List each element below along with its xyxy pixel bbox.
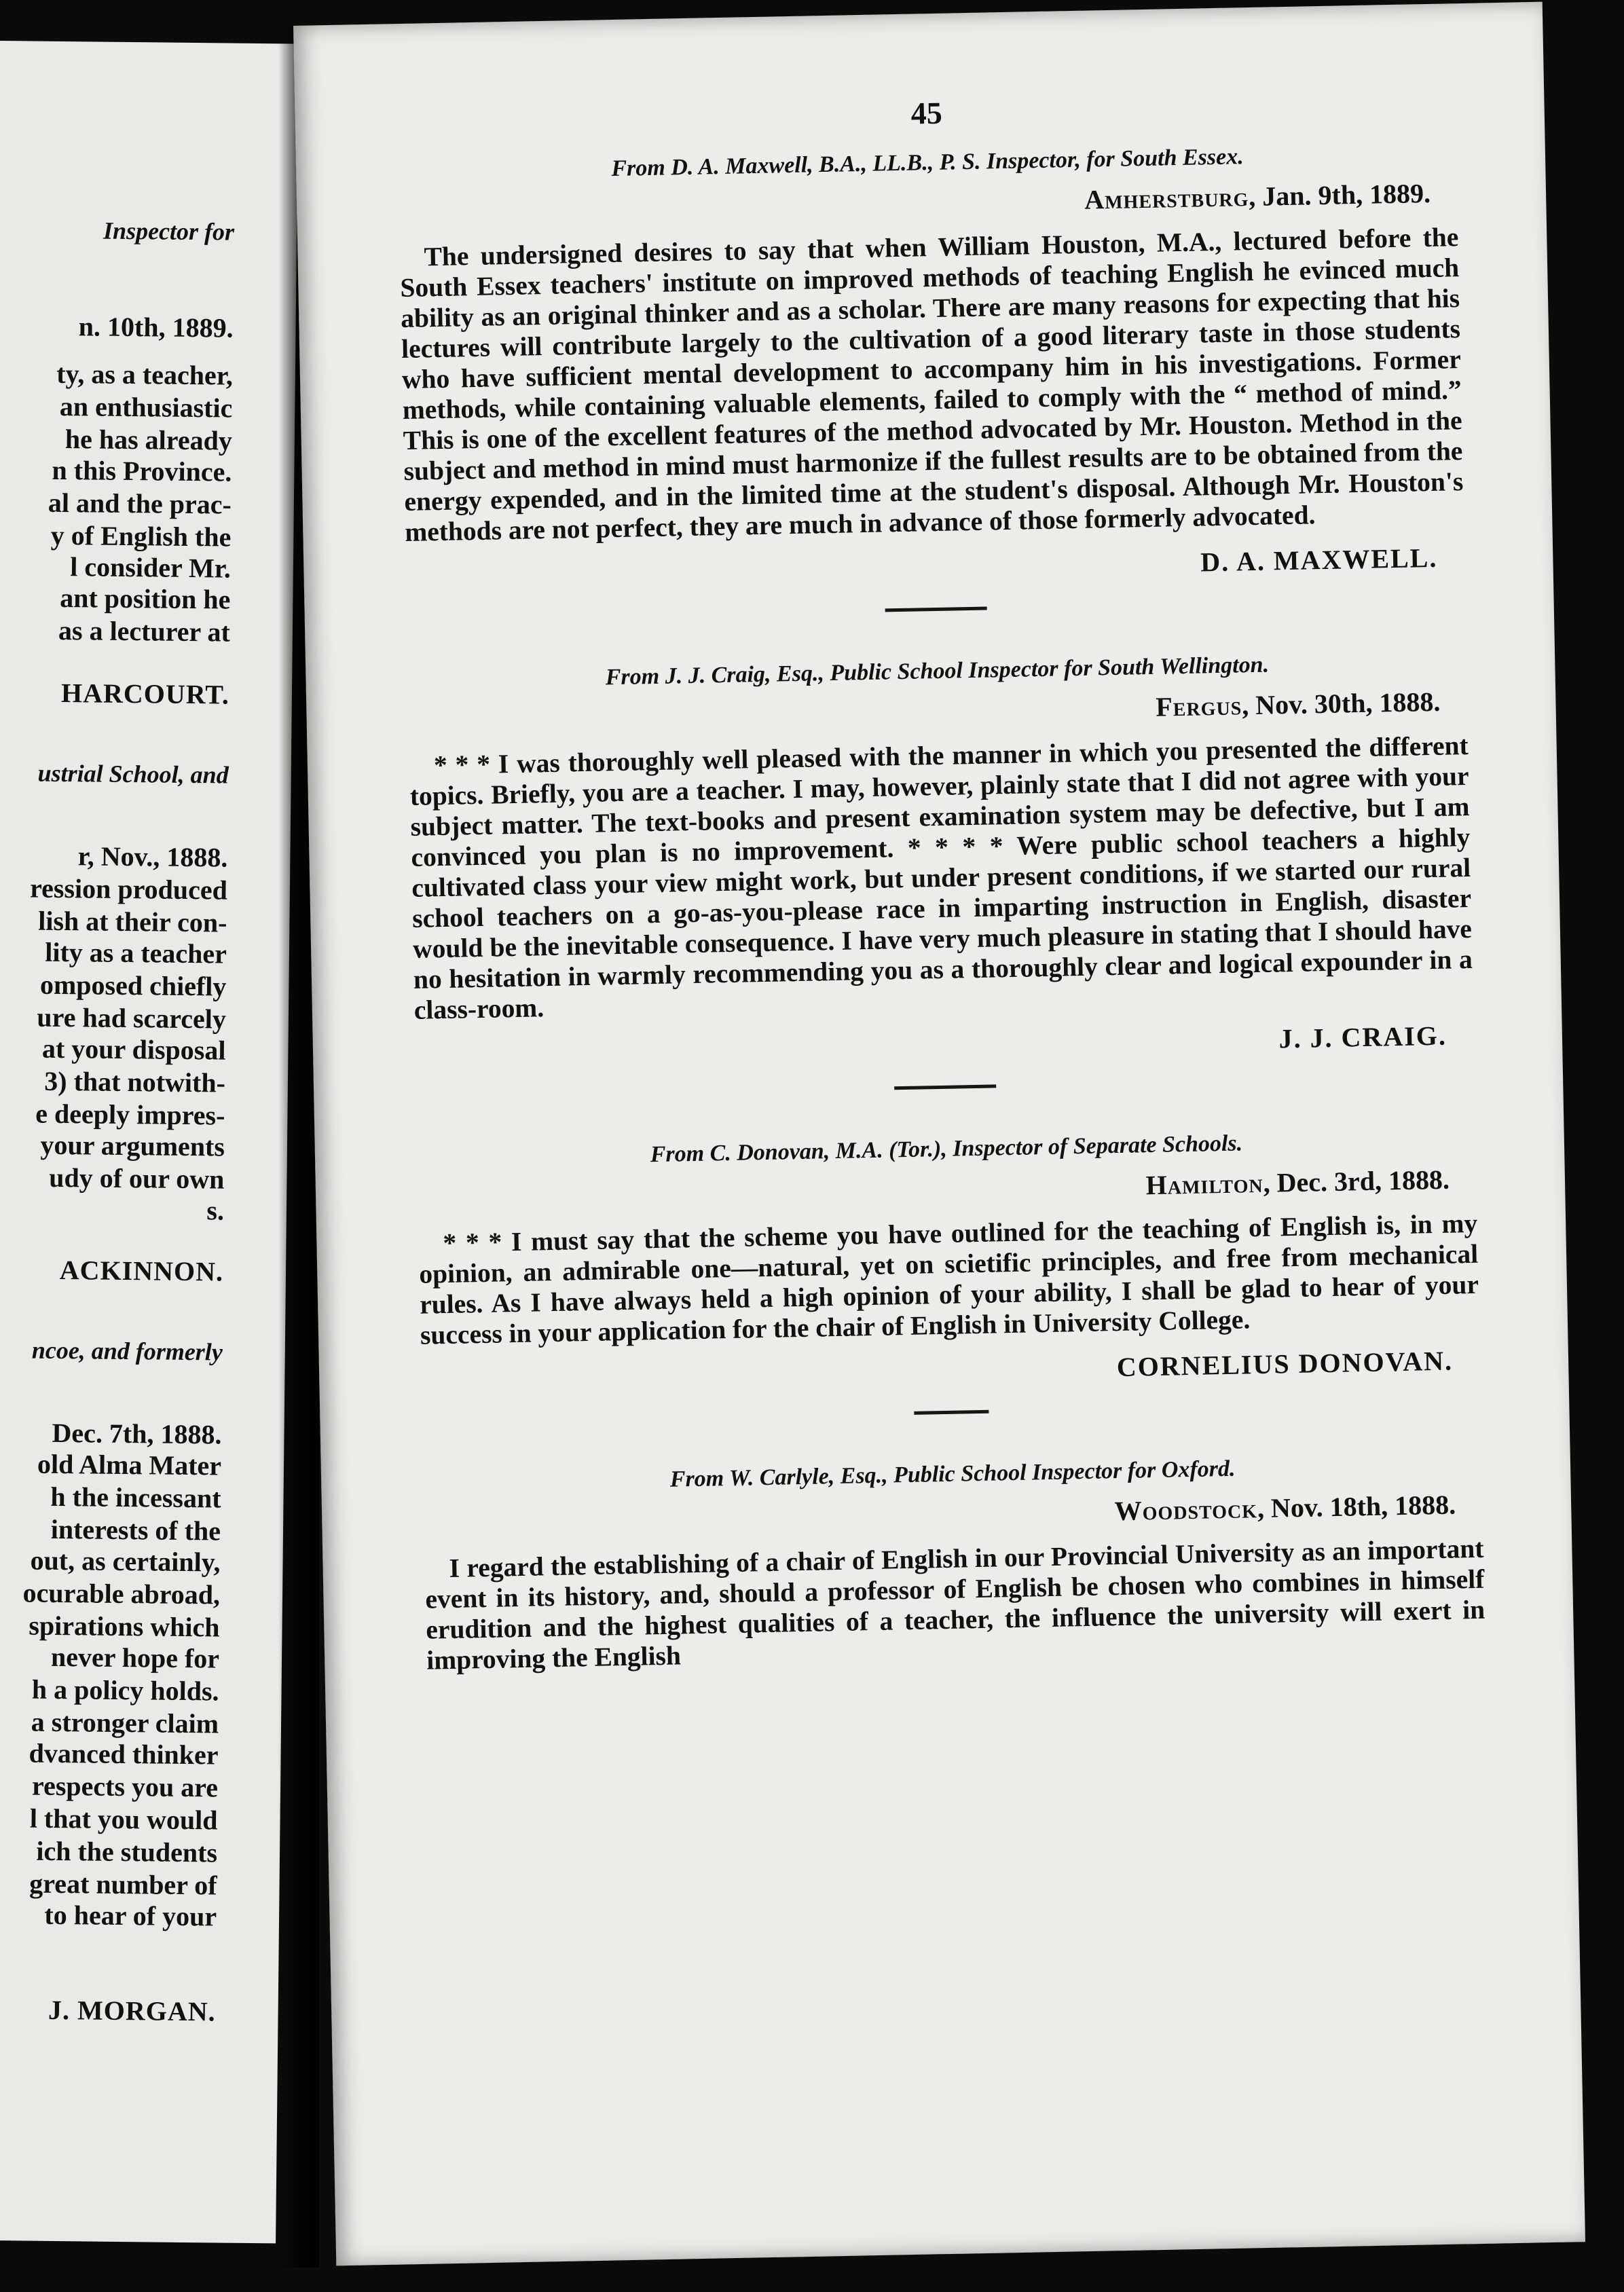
left-page-line: ustrial School, and — [37, 759, 229, 789]
letter-place-date — [424, 1488, 1483, 1540]
letter-date: , Nov. 30th, 1888. — [1241, 686, 1441, 721]
right-page — [293, 2, 1585, 2266]
letter-date: , Jan. 9th, 1889. — [1248, 177, 1431, 212]
letter-body: * * * I was thoroughly well pleased with the manner in which you presented the different topics. Briefly, you are a teacher. I may, however, plainly state that I did not agree with your subject matter. The text-books and present examination system may be defective, but I am convinced you plan is no improvement. * * * * Were public school teachers a highly cultivated class your view might work, but under present conditions, if we started our rural school teachers on a go-as-you-please race in imparting instruction in English, disaster would be the inevitable consequence. I have very much pleasure in stating that I should have no hesitation in warmly recommending you as a thoroughly clear and logical expounder in a class-room. — [409, 730, 1473, 1025]
letter-place: Woodstock — [1114, 1493, 1258, 1527]
left-page-line: ant position he — [60, 582, 231, 615]
left-page-line: n. 10th, 1889. — [78, 311, 234, 344]
left-page-line: Inspector for — [103, 217, 235, 246]
letter-date: , Dec. 3rd, 1888. — [1263, 1164, 1450, 1198]
letter-craig — [407, 648, 1474, 1071]
left-page-line: lish at their con- — [38, 905, 227, 938]
left-page-line: an enthusiastic — [59, 390, 233, 424]
left-page-line: h a policy holds. — [31, 1674, 219, 1707]
letter-place-date — [408, 685, 1468, 737]
left-page-line: 3) that notwith- — [44, 1065, 226, 1098]
left-page-line: spirations which — [29, 1610, 220, 1643]
letter-donovan — [417, 1126, 1481, 1397]
letter-place-date — [399, 177, 1458, 229]
left-page-line: l consider Mr. — [69, 551, 232, 584]
letter-from-line: From W. Carlyle, Esq., Public School Inspector for Oxford. — [669, 1456, 1236, 1492]
left-page-line: at your disposal — [41, 1033, 226, 1066]
letter-body: * * * I must say that the scheme you have outlined for the teaching of English is, in my opinion, an admirable one—natural, yet on scietific principles, and free from mechanical rules. As I have always held a high opinion of your ability, I shall be glad to hear of your success in your application for the chair of English in University College. — [418, 1208, 1479, 1350]
left-page-line: al and the prac- — [48, 487, 232, 520]
left-page-line: dvanced thinker — [29, 1737, 219, 1771]
left-page-line: interests of the — [50, 1513, 221, 1547]
left-page-line: r, Nov., 1888. — [77, 840, 228, 873]
left-page-line: ure had scarcely — [37, 1001, 227, 1035]
letter-body: I regard the establishing of a chair of English in our Provincial University as an important event in its history, and, should a professor of English be chosen who combines in himself erudition and the highest qualities of a teacher, the influence the university will exert in improving the English — [425, 1533, 1485, 1676]
left-page-line: e deeply impres- — [35, 1098, 225, 1131]
left-facing-page — [0, 41, 299, 2243]
left-page-line: respects you are — [31, 1770, 219, 1803]
left-page-line: Dec. 7th, 1888. — [52, 1417, 222, 1450]
letter-place-date — [418, 1163, 1477, 1215]
left-page-line: udy of our own — [49, 1162, 225, 1195]
letter-place: Fergus — [1155, 690, 1242, 722]
left-page-line: h the incessant — [50, 1481, 221, 1514]
left-page-line: s. — [206, 1195, 225, 1226]
left-page-line: J. MORGAN. — [48, 1994, 216, 2027]
left-page-line: to hear of your — [44, 1899, 217, 1932]
letter-from-line: From D. A. Maxwell, B.A., LL.B., P. S. Inspector, for South Essex. — [611, 144, 1244, 182]
letter-place: Amherstburg — [1084, 181, 1249, 215]
left-page-line: ocurable abroad, — [22, 1577, 221, 1610]
left-page-line: ty, as a teacher, — [56, 358, 234, 391]
left-page-line: great number of — [29, 1868, 217, 1901]
letter-from-line: From J. J. Craig, Esq., Public School Inspector for South Wellington. — [605, 652, 1270, 690]
letter-signature: CORNELIUS DONOVAN. — [1116, 1345, 1454, 1383]
letter-signature: J. J. CRAIG. — [1278, 1020, 1447, 1054]
page-content — [396, 85, 1485, 1676]
letter-date: , Nov. 18th, 1888. — [1257, 1489, 1456, 1524]
left-page-line: l that you would — [29, 1803, 218, 1836]
section-divider — [894, 1084, 996, 1090]
section-divider — [914, 1410, 989, 1415]
letter-place: Hamilton — [1145, 1167, 1264, 1201]
left-page-line: n this Province. — [52, 454, 232, 487]
left-page-line: ncoe, and formerly — [31, 1336, 223, 1366]
left-page-line: ich the students — [36, 1835, 218, 1868]
section-divider — [885, 607, 987, 612]
left-page-line: HARCOURT. — [60, 677, 230, 710]
letter-signature: D. A. MAXWELL. — [1200, 542, 1438, 578]
left-page-line: out, as certainly, — [30, 1545, 221, 1578]
left-page-line: as a lecturer at — [58, 614, 231, 648]
letter-from-line: From C. Donovan, M.A. (Tor.), Inspector of Separate Schools. — [650, 1130, 1243, 1168]
page-number: 45 — [910, 95, 943, 131]
left-page-line: omposed chiefly — [39, 969, 227, 1002]
letter-carlyle — [423, 1452, 1485, 1676]
left-page-line: your arguments — [40, 1129, 225, 1162]
left-page-line: ACKINNON. — [59, 1255, 224, 1287]
left-page-line: y of English the — [50, 519, 232, 553]
left-page-line: old Alma Mater — [37, 1448, 222, 1481]
left-page-line: a stronger claim — [31, 1706, 219, 1739]
letter-maxwell — [398, 140, 1465, 593]
left-page-line: never hope for — [50, 1641, 220, 1674]
letter-body: The undersigned desires to say that when William Houston, M.A., lectured before the South Essex teachers' institute on improved methods of teaching English he evinced much ability as an original thinker and as a scholar. There are many reasons for expecting that his lectures will contribute largely to the cultivation of a good literary taste in those students who have sufficient mental development to accompany him in his investigations. Former methods, while containing valuable elements, failed to comply with the “ method of mind.” This is one of the excellent features of the method advocated by Mr. Houston. Method in the subject and method in mind must harmonize if the fullest results are to be obtained from the energy expended, and in the limited time at the student's disposal. Although Mr. Houston's methods are not perfect, they are much in advance of those formerly advocated. — [400, 222, 1464, 547]
left-page-line: he has already — [64, 424, 233, 456]
left-page-line: ression produced — [29, 872, 228, 906]
left-page-line: lity as a teacher — [45, 936, 227, 969]
